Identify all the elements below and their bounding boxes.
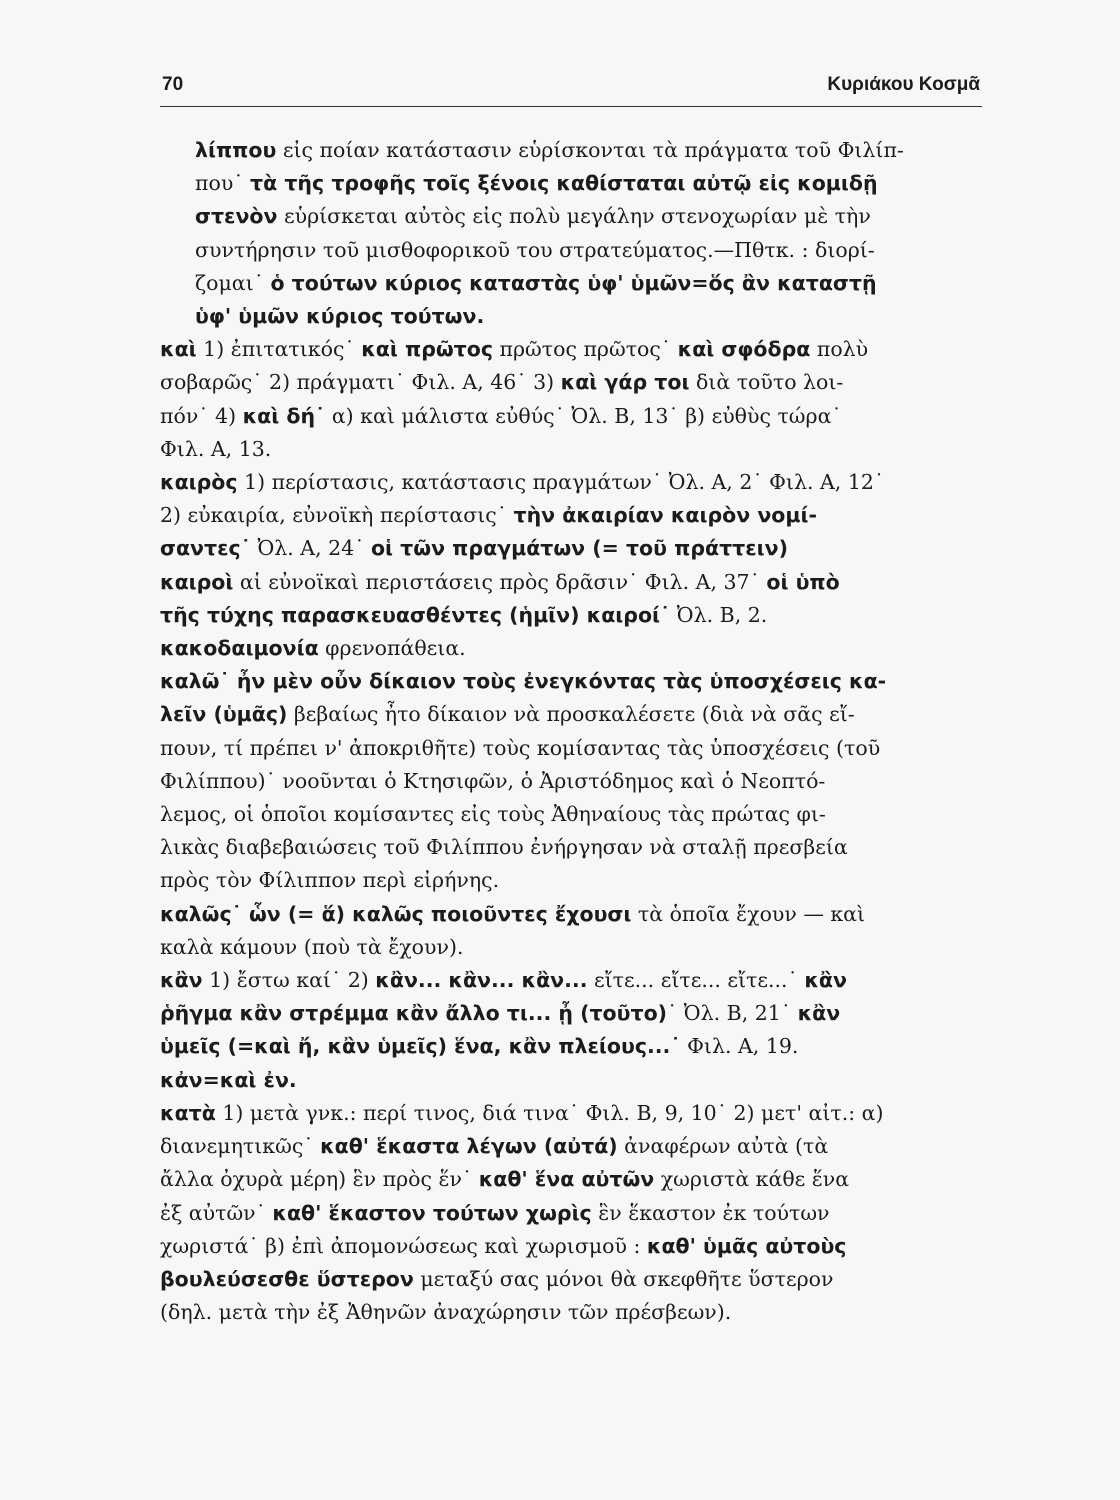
entry-headword: καλῶ˙ <box>160 669 230 694</box>
gloss-text: εἰς ποίαν κατάστασιν εὑρίσκονται τὰ πράγματα τοῦ Φιλίπ- <box>276 138 904 162</box>
greek-phrase: στενὸν <box>195 204 278 229</box>
greek-phrase: καθ' ἕκαστα λέγων (αὐτά) <box>320 1134 618 1159</box>
entry-line <box>160 732 982 765</box>
gloss-text: αἱ εὐνοϊκαὶ περιστάσεις πρὸς δρᾶσιν˙ Φιλ. Α, 37˙ <box>233 569 767 594</box>
glossary-entry <box>160 466 982 632</box>
entry-line <box>160 532 982 565</box>
greek-phrase: βουλεύσεσθε ὕστερον <box>160 1266 414 1291</box>
greek-phrase: οἱ ὑπὸ <box>766 569 840 594</box>
greek-phrase: λεῖν (ὑμᾶς) <box>160 702 288 727</box>
gloss-text: βεβαίως ἦτο δίκαιον νὰ προσκαλέσετε (διὰ νὰ σᾶς εἴ- <box>287 702 855 727</box>
entry-headword: καὶ <box>160 337 197 362</box>
entry-line <box>160 333 982 366</box>
greek-phrase: κἂν <box>804 968 847 993</box>
greek-phrase: καθ' ὑμᾶς αὐτοὺς <box>646 1233 847 1258</box>
gloss-text: ἄλλα ὀχυρὰ μέρη) ἓν πρὸς ἕν˙ <box>160 1167 479 1192</box>
entry-line <box>160 898 982 931</box>
greek-phrase: ἦν μὲν οὖν δίκαιον τοὺς ἐνεγκόντας τὰς ὑποσχέσεις κα- <box>229 669 887 694</box>
glossary-entry <box>160 632 982 665</box>
entry-line <box>160 665 982 698</box>
entry-line <box>160 997 982 1030</box>
entry-line <box>160 1263 982 1296</box>
entry-headword: καλῶς˙ <box>160 901 242 926</box>
greek-phrase: κἂν <box>797 1001 841 1026</box>
gloss-text: Φιλίππου)˙ νοοῦνται ὁ Κτησιφῶν, ὁ Ἀριστόδημος καὶ ὁ Νεοπτό- <box>160 768 826 793</box>
gloss-text: Φιλ. Α, 13. <box>160 436 272 461</box>
glossary-entry <box>160 1064 982 1097</box>
entry-line <box>160 698 982 731</box>
entry-line <box>160 400 982 433</box>
gloss-text: 1) μετὰ γνκ.: περί τινος, διά τινα˙ Φιλ. Β, 9, 10˙ 2) μετ' αἰτ.: α) <box>215 1100 884 1125</box>
gloss-text: 1) ἔστω καί˙ 2) <box>202 968 376 993</box>
entry-line <box>160 1064 982 1097</box>
gloss-text: διὰ τοῦτο λοι- <box>689 370 844 395</box>
greek-phrase: οἱ τῶν πραγμάτων (= τοῦ πράττειν) <box>370 536 788 561</box>
entry-line <box>195 200 982 233</box>
entry-line <box>195 134 982 167</box>
page-header <box>160 72 982 107</box>
entry-line <box>160 599 982 632</box>
greek-phrase: καιροὶ <box>160 569 234 594</box>
greek-phrase: σαντες˙ <box>160 536 251 561</box>
greek-phrase: καὶ πρῶτος <box>361 337 494 362</box>
gloss-text: πρὸς τὸν Φίλιππον περὶ εἰρήνης. <box>160 868 500 893</box>
gloss-text: μεταξύ σας μόνοι θὰ σκεφθῆτε ὕστερον <box>413 1266 834 1291</box>
entry-headword: κἂν <box>160 968 203 993</box>
entry-line <box>195 300 982 333</box>
greek-phrase: καὶ γάρ τοι <box>560 370 690 395</box>
greek-phrase: ὑφ' ὑμῶν κύριος τούτων. <box>195 304 485 329</box>
greek-phrase: ῥῆγμα κἂν στρέμμα κἂν ἄλλο τι... ᾖ (τοῦτο) <box>160 1001 668 1026</box>
entry-line <box>160 433 982 466</box>
gloss-text: ἓν ἕκαστον ἐκ τούτων <box>591 1200 830 1225</box>
gloss-text: α) καὶ μάλιστα εὐθύς˙ Ὀλ. Β, 13˙ β) εὐθὺς τώρα˙ <box>325 403 842 428</box>
gloss-text: φρενοπάθεια. <box>318 636 466 661</box>
entry-line <box>160 1030 982 1063</box>
gloss-text: ζομαι˙ <box>195 270 271 295</box>
greek-phrase: ὧν (= ἅ) καλῶς ποιοῦντες ἔχουσι <box>241 901 632 926</box>
entry-headword: κατὰ <box>160 1100 216 1125</box>
entry-line <box>160 1296 982 1329</box>
entry-line <box>160 831 982 864</box>
entry-line <box>160 1197 982 1230</box>
gloss-text: καλὰ κάμουν (ποὺ τὰ ἔχουν). <box>160 934 464 959</box>
gloss-text: που˙ <box>195 171 251 196</box>
greek-phrase: καὶ δή˙ <box>242 403 326 428</box>
gloss-text: (δηλ. μετὰ τὴν ἐξ Ἀθηνῶν ἀναχώρησιν τῶν πρέσβεων). <box>160 1300 732 1325</box>
greek-phrase: τῆς τύχης παρασκευασθέντες (ἡμῖν) καιροί˙ <box>160 602 671 627</box>
gloss-text: τὰ ὁποῖα ἔχουν — καὶ <box>631 901 866 926</box>
glossary-entry <box>160 134 982 333</box>
gloss-text: Ὀλ. Α, 24˙ <box>250 536 371 561</box>
entry-line <box>160 632 982 665</box>
gloss-text: ἀναφέρων αὐτὰ (τὰ <box>617 1134 829 1159</box>
greek-phrase: καθ' ἕνα αὐτῶν <box>478 1167 655 1192</box>
glossary-entry <box>160 1097 982 1329</box>
gloss-text: λικὰς διαβεβαιώσεις τοῦ Φιλίππου ἐνήργησαν νὰ σταλῇ πρεσβεία <box>160 835 848 860</box>
gloss-text: εὑρίσκεται αὐτὸς εἰς πολὺ μεγάλην στενοχωρίαν μὲ τὴν <box>277 204 871 229</box>
entry-line <box>160 964 982 997</box>
entry-line <box>195 267 982 300</box>
greek-phrase: λίππου <box>195 138 277 162</box>
greek-phrase: καὶ σφόδρα <box>677 337 811 362</box>
gloss-text: Φιλ. Α, 19. <box>680 1034 799 1059</box>
entry-headword: κακοδαιμονία <box>160 636 319 661</box>
greek-phrase: καθ' ἕκαστον τούτων χωρὶς <box>272 1200 592 1225</box>
gloss-text: πόν˙ 4) <box>160 403 243 428</box>
gloss-text: πολὺ <box>810 337 869 362</box>
greek-phrase: ὁ τούτων κύριος καταστὰς ὑφ' ὑμῶν=ὅς ἂν καταστῇ <box>270 270 877 295</box>
gloss-text: διανεμητικῶς˙ <box>160 1134 321 1159</box>
entry-line <box>160 931 982 964</box>
entry-line <box>160 1230 982 1263</box>
entry-headword: κἀν=καὶ ἐν. <box>160 1067 297 1092</box>
gloss-text: λεμος, οἱ ὁποῖοι κομίσαντες εἰς τοὺς Ἀθηναίους τὰς πρώτας φι- <box>160 802 826 827</box>
entry-line <box>160 366 982 399</box>
entry-line <box>160 466 982 499</box>
gloss-text: ˙ Ὀλ. Β, 21˙ <box>667 1001 798 1026</box>
entry-line <box>160 864 982 897</box>
gloss-text: 2) εὐκαιρία, εὐνοϊκὴ περίστασις˙ <box>160 503 514 528</box>
entry-line <box>195 234 982 267</box>
entry-line <box>160 566 982 599</box>
glossary-entry <box>160 333 982 466</box>
glossary-entry <box>160 665 982 897</box>
greek-phrase: ὑμεῖς (=καὶ ἤ, κἂν ὑμεῖς) ἕνα, κἂν πλείους...˙ <box>160 1034 681 1059</box>
entry-headword: καιρὸς <box>160 470 238 495</box>
gloss-text: χωριστά˙ β) ἐπὶ ἀπομονώσεως καὶ χωρισμοῦ : <box>160 1233 647 1258</box>
entry-line <box>160 798 982 831</box>
gloss-text: 1) περίστασις, κατάστασις πραγμάτων˙ Ὀλ. Α, 2˙ Φιλ. Α, 12˙ <box>237 470 885 495</box>
gloss-text: συντήρησιν τοῦ μισθοφορικοῦ του στρατεύματος.—Πθτκ. : διορί- <box>195 237 875 262</box>
gloss-text: χωριστὰ κάθε ἕνα <box>654 1167 850 1192</box>
entry-line <box>160 1097 982 1130</box>
entry-line <box>160 499 982 532</box>
glossary-entry <box>160 898 982 964</box>
gloss-text: Ὀλ. Β, 2. <box>670 602 768 627</box>
gloss-text: σοβαρῶς˙ 2) πράγματι˙ Φιλ. Α, 46˙ 3) <box>160 370 561 395</box>
entry-line <box>160 765 982 798</box>
greek-phrase: τὰ τῆς τροφῆς τοῖς ξένοις καθίσταται αὐτῷ εἰς κομιδῇ <box>250 171 878 196</box>
gloss-text: ἐξ αὐτῶν˙ <box>160 1200 273 1225</box>
gloss-text: εἴτε... εἴτε... εἴτε...˙ <box>587 968 805 993</box>
gloss-text: πουν, τί πρέπει ν' ἀποκριθῆτε) τοὺς κομίσαντας τὰς ὑποσχέσεις (τοῦ <box>160 735 881 760</box>
glossary-entry <box>160 964 982 1064</box>
running-head: Κυριάκου Κοσμᾶ <box>827 74 980 95</box>
entry-line <box>195 167 982 200</box>
glossary-body <box>160 134 982 1329</box>
entry-line <box>160 1130 982 1163</box>
gloss-text: 1) ἐπιτατικός˙ <box>196 337 362 362</box>
greek-phrase: τὴν ἀκαιρίαν καιρὸν νομί- <box>513 503 817 528</box>
entry-line <box>160 1163 982 1196</box>
gloss-text: πρῶτος πρῶτος˙ <box>493 337 678 362</box>
page-number: 70 <box>162 74 184 95</box>
greek-phrase: κἂν... κἂν... κἂν... <box>375 968 588 993</box>
